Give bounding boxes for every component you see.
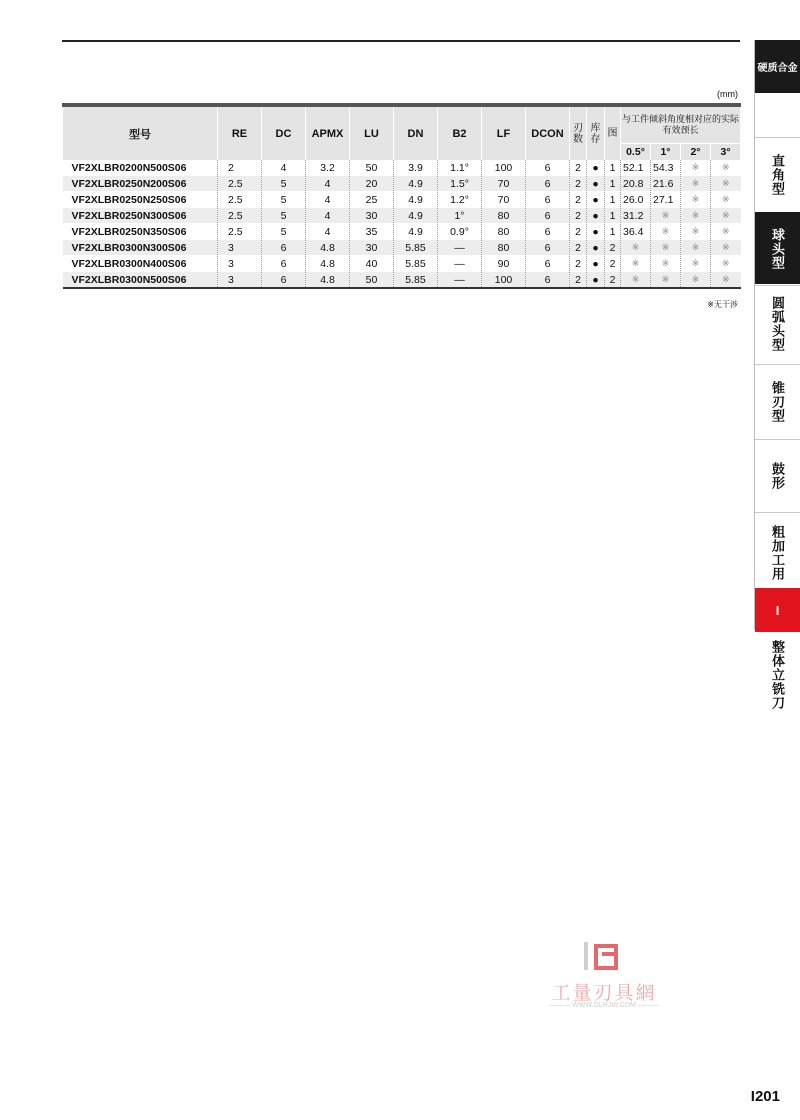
cell-apmx: 3.2 (306, 160, 350, 176)
cell-b2: 1.5° (438, 176, 482, 192)
sidebar-tab-label: 鼓形 (770, 462, 785, 490)
header-flutes: 刃数 (570, 105, 587, 160)
sidebar-tab-label: 锥刃型 (770, 381, 785, 423)
header-b2: B2 (438, 105, 482, 160)
cell-stock: ● (587, 256, 605, 272)
cell-figure: 2 (605, 240, 621, 256)
unit-label: (mm) (717, 89, 738, 99)
header-dcon: DCON (526, 105, 570, 160)
cell-dcon: 6 (526, 240, 570, 256)
header-lu: LU (350, 105, 394, 160)
cell-apmx: 4.8 (306, 256, 350, 272)
table-row (63, 272, 741, 289)
table-row (63, 256, 741, 272)
sidebar-tab-barrel[interactable] (755, 439, 800, 512)
cell-figure: 1 (605, 208, 621, 224)
cell-a1: ※ (651, 272, 681, 289)
header-figure: 图 (605, 105, 621, 160)
spec-table-container (62, 103, 740, 289)
cell-re: 2.5 (218, 208, 262, 224)
cell-lu: 20 (350, 176, 394, 192)
cell-lf: 80 (482, 224, 526, 240)
cell-model: VF2XLBR0200N500S06 (63, 160, 218, 176)
cell-stock: ● (587, 160, 605, 176)
cell-b2: — (438, 256, 482, 272)
cell-a3: ※ (711, 240, 741, 256)
watermark-name: 工量刃具網 (551, 982, 657, 1004)
cell-lu: 50 (350, 272, 394, 289)
cell-a2: ※ (681, 240, 711, 256)
cell-a1: 21.6 (651, 176, 681, 192)
sidebar-tab-label: 粗加工用 (770, 525, 785, 581)
cell-dc: 4 (262, 160, 306, 176)
header-model: 型号 (63, 105, 218, 160)
cell-figure: 1 (605, 224, 621, 240)
cell-dc: 5 (262, 176, 306, 192)
cell-stock: ● (587, 176, 605, 192)
table-row (63, 240, 741, 256)
header-angle-2: 2° (681, 144, 711, 161)
cell-a05: ※ (621, 240, 651, 256)
header-re: RE (218, 105, 262, 160)
cell-dn: 3.9 (394, 160, 438, 176)
cell-lf: 80 (482, 240, 526, 256)
cell-re: 2 (218, 160, 262, 176)
cell-a2: ※ (681, 256, 711, 272)
cell-a2: ※ (681, 208, 711, 224)
cell-a05: ※ (621, 272, 651, 289)
cell-flutes: 2 (570, 224, 587, 240)
section-letter-badge: I (755, 588, 800, 632)
table-row (63, 176, 741, 192)
cell-a1: 54.3 (651, 160, 681, 176)
cell-dn: 4.9 (394, 224, 438, 240)
cell-a05: 20.8 (621, 176, 651, 192)
cell-b2: 1.1° (438, 160, 482, 176)
cell-b2: 0.9° (438, 224, 482, 240)
cell-apmx: 4.8 (306, 272, 350, 289)
cell-lu: 30 (350, 208, 394, 224)
cell-a2: ※ (681, 272, 711, 289)
table-row (63, 208, 741, 224)
cell-a05: 36.4 (621, 224, 651, 240)
cell-dcon: 6 (526, 272, 570, 289)
cell-stock: ● (587, 208, 605, 224)
cell-figure: 2 (605, 256, 621, 272)
cell-re: 2.5 (218, 224, 262, 240)
spec-table-body (63, 160, 741, 288)
cell-dc: 5 (262, 208, 306, 224)
cell-model: VF2XLBR0250N250S06 (63, 192, 218, 208)
cell-dn: 5.85 (394, 240, 438, 256)
cell-model: VF2XLBR0250N300S06 (63, 208, 218, 224)
cell-stock: ● (587, 272, 605, 289)
sidebar-tab-label: 球头型 (770, 228, 785, 270)
cell-lu: 25 (350, 192, 394, 208)
header-angle-1: 1° (651, 144, 681, 161)
cell-a3: ※ (711, 176, 741, 192)
cell-a2: ※ (681, 192, 711, 208)
cell-figure: 2 (605, 272, 621, 289)
cell-a3: ※ (711, 208, 741, 224)
watermark-url: ——— WWW.GLRJW.COM ——— (549, 1002, 659, 1009)
cell-figure: 1 (605, 160, 621, 176)
cell-lu: 40 (350, 256, 394, 272)
cell-a3: ※ (711, 256, 741, 272)
cell-dcon: 6 (526, 208, 570, 224)
cell-dcon: 6 (526, 224, 570, 240)
header-apmx: APMX (306, 105, 350, 160)
spec-table (62, 103, 741, 289)
header-lf: LF (482, 105, 526, 160)
cell-a05: 52.1 (621, 160, 651, 176)
top-rule (62, 40, 740, 42)
header-angle-3: 3° (711, 144, 741, 161)
cell-figure: 1 (605, 192, 621, 208)
cell-stock: ● (587, 192, 605, 208)
cell-apmx: 4 (306, 224, 350, 240)
sidebar-tab-ball[interactable] (755, 212, 800, 284)
cell-a2: ※ (681, 160, 711, 176)
cell-flutes: 2 (570, 192, 587, 208)
cell-lf: 100 (482, 160, 526, 176)
cell-lu: 50 (350, 160, 394, 176)
header-angle-group: 与工件倾斜角度相对应的实际有效颈长 (621, 105, 741, 144)
table-row (63, 224, 741, 240)
cell-a1: ※ (651, 224, 681, 240)
cell-dn: 4.9 (394, 208, 438, 224)
cell-dn: 4.9 (394, 192, 438, 208)
cell-dc: 5 (262, 224, 306, 240)
cell-lf: 90 (482, 256, 526, 272)
sidebar-tab-label: 圆弧头型 (770, 296, 785, 352)
sidebar-tab-square[interactable] (755, 137, 800, 212)
cell-a05: 31.2 (621, 208, 651, 224)
table-row (63, 192, 741, 208)
cell-lf: 100 (482, 272, 526, 289)
sidebar-tab-roughing[interactable] (755, 512, 800, 589)
header-dc: DC (262, 105, 306, 160)
sidebar-tab-label: 直角型 (770, 154, 785, 196)
cell-re: 3 (218, 272, 262, 289)
cell-re: 2.5 (218, 176, 262, 192)
cell-dn: 4.9 (394, 176, 438, 192)
cell-lu: 35 (350, 224, 394, 240)
sidebar-tab-tapered[interactable] (755, 364, 800, 439)
cell-model: VF2XLBR0300N500S06 (63, 272, 218, 289)
cell-re: 3 (218, 240, 262, 256)
cell-b2: 1° (438, 208, 482, 224)
cell-re: 3 (218, 256, 262, 272)
footnote: ※无干涉 (707, 300, 738, 309)
cell-dcon: 6 (526, 256, 570, 272)
cell-flutes: 2 (570, 208, 587, 224)
cell-re: 2.5 (218, 192, 262, 208)
cell-figure: 1 (605, 176, 621, 192)
cell-apmx: 4 (306, 192, 350, 208)
cell-a2: ※ (681, 224, 711, 240)
cell-lf: 80 (482, 208, 526, 224)
sidebar-tab-corner-radius[interactable] (755, 285, 800, 364)
cell-dcon: 6 (526, 176, 570, 192)
cell-flutes: 2 (570, 176, 587, 192)
cell-dc: 5 (262, 192, 306, 208)
cell-a3: ※ (711, 272, 741, 289)
cell-dn: 5.85 (394, 272, 438, 289)
cell-b2: 1.2° (438, 192, 482, 208)
cell-lf: 70 (482, 192, 526, 208)
table-row (63, 160, 741, 176)
cell-a3: ※ (711, 160, 741, 176)
cell-a1: 27.1 (651, 192, 681, 208)
cell-flutes: 2 (570, 256, 587, 272)
cell-a05: 26.0 (621, 192, 651, 208)
watermark-logo-icon (580, 940, 626, 976)
section-title (755, 640, 800, 710)
cell-a1: ※ (651, 208, 681, 224)
cell-apmx: 4 (306, 176, 350, 192)
cell-apmx: 4.8 (306, 240, 350, 256)
cell-a1: ※ (651, 256, 681, 272)
watermark-url-text: WWW.GLRJW.COM (572, 1002, 636, 1009)
cell-dn: 5.85 (394, 256, 438, 272)
cell-a05: ※ (621, 256, 651, 272)
cell-model: VF2XLBR0250N350S06 (63, 224, 218, 240)
cell-dcon: 6 (526, 160, 570, 176)
cell-stock: ● (587, 240, 605, 256)
header-angle-0-5: 0.5° (621, 144, 651, 161)
cell-flutes: 2 (570, 160, 587, 176)
cell-model: VF2XLBR0300N400S06 (63, 256, 218, 272)
cell-dc: 6 (262, 256, 306, 272)
cell-model: VF2XLBR0300N300S06 (63, 240, 218, 256)
cell-flutes: 2 (570, 240, 587, 256)
header-dn: DN (394, 105, 438, 160)
header-stock: 库存 (587, 105, 605, 160)
cell-stock: ● (587, 224, 605, 240)
cell-a3: ※ (711, 224, 741, 240)
cell-lf: 70 (482, 176, 526, 192)
cell-b2: — (438, 240, 482, 256)
cell-dcon: 6 (526, 192, 570, 208)
cell-dc: 6 (262, 240, 306, 256)
section-title-text: 整体立铣刀 (770, 640, 785, 710)
cell-a3: ※ (711, 192, 741, 208)
sidebar-category-label: 硬质合金 (755, 40, 800, 93)
cell-b2: — (438, 272, 482, 289)
cell-flutes: 2 (570, 272, 587, 289)
cell-dc: 6 (262, 272, 306, 289)
cell-a1: ※ (651, 240, 681, 256)
cell-lu: 30 (350, 240, 394, 256)
cell-apmx: 4 (306, 208, 350, 224)
cell-a2: ※ (681, 176, 711, 192)
page-number: I201 (750, 1088, 780, 1105)
cell-model: VF2XLBR0250N200S06 (63, 176, 218, 192)
